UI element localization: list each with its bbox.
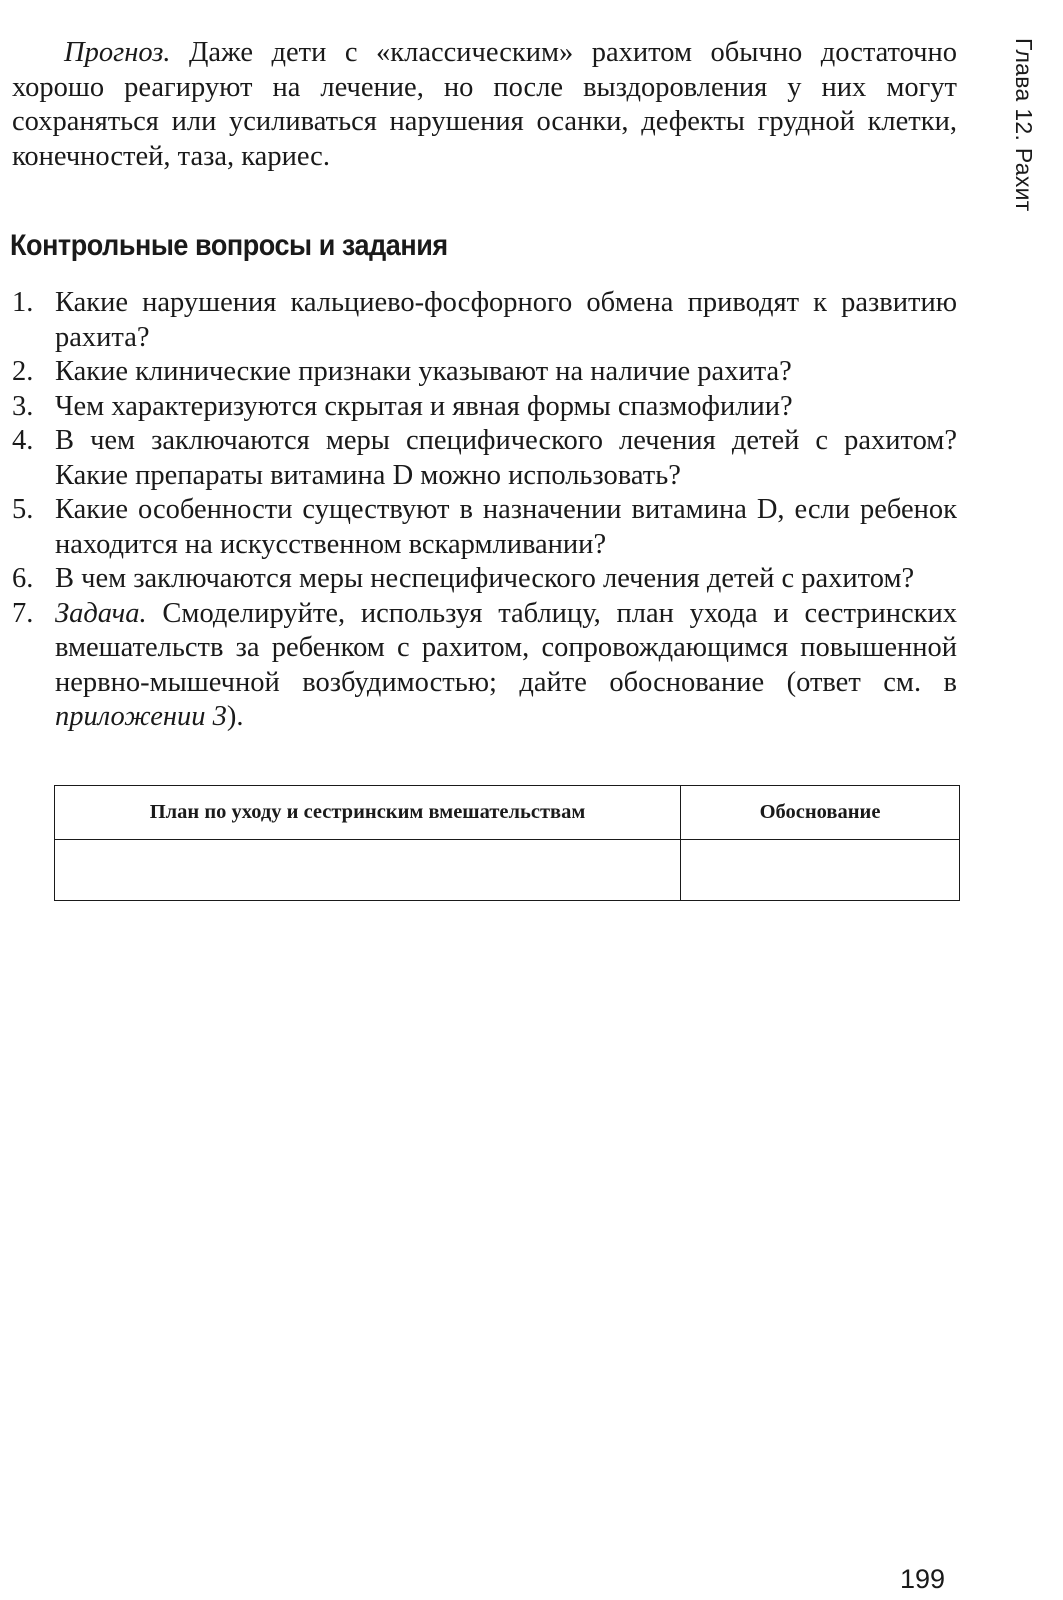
table-cell-basis <box>681 840 960 901</box>
table-cell-plan <box>55 840 681 901</box>
question-number: 7. <box>12 597 34 629</box>
question-number: 1. <box>12 287 34 318</box>
question-number: 3. <box>12 390 34 422</box>
question-number: 5. <box>12 494 34 525</box>
care-plan-table <box>54 785 960 901</box>
prognosis-paragraph <box>12 36 957 174</box>
running-head: Глава 12. Рахит <box>1011 38 1037 212</box>
task-lead: Задача. <box>55 597 147 629</box>
table-header-row <box>55 786 960 840</box>
question-item <box>12 562 957 597</box>
question-text: В чем заключаются меры неспецифического лечения детей с рахитом? <box>55 563 915 594</box>
task-text: Смоделируйте, используя таблицу, план ухода и сестринских вмешательств за ребенком с рахитом, сопровождающимся повышенной нервно-мышечной возбудимостью; дайте обоснование (ответ см. в <box>55 597 958 698</box>
section-heading: Контрольные вопросы и задания <box>10 229 448 262</box>
appendix-reference: приложении 3 <box>55 701 227 732</box>
question-item <box>12 355 957 390</box>
question-item <box>12 390 957 425</box>
prognosis-text: Даже дети с «классическим» рахитом обычно достаточно хорошо реагируют на лечение, но после выздоровления у них могут сохраняться или усиливаться нарушения осанки, дефекты грудной клетки, конечностей, таза, кариес. <box>12 37 957 172</box>
column-header-plan: План по уходу и сестринским вмешательствам <box>55 786 681 840</box>
question-number: 2. <box>12 356 34 387</box>
questions-list <box>12 286 957 735</box>
question-text: Какие особенности существуют в назначении витамина D, если ребенок находится на искусственном вскармливании? <box>55 494 957 560</box>
question-number: 6. <box>12 563 34 594</box>
question-text: В чем заключаются меры специфического лечения детей с рахитом? Какие препараты витамина D можно использовать? <box>55 425 957 491</box>
question-item <box>12 424 957 493</box>
prognosis-lead: Прогноз. <box>64 37 171 68</box>
task-item <box>12 597 957 735</box>
question-text: Чем характеризуются скрытая и явная формы спазмофилии? <box>55 390 793 422</box>
question-text: Какие нарушения кальциево-фосфорного обмена приводят к развитию рахита? <box>55 287 957 353</box>
page-number: 199 <box>900 1564 946 1594</box>
table-row <box>55 840 960 901</box>
question-item <box>12 493 957 562</box>
question-item <box>12 286 957 355</box>
question-text: Какие клинические признаки указывают на наличие рахита? <box>55 356 792 387</box>
task-tail: ). <box>226 701 244 732</box>
column-header-basis: Обоснование <box>681 786 960 840</box>
question-number: 4. <box>12 425 34 456</box>
